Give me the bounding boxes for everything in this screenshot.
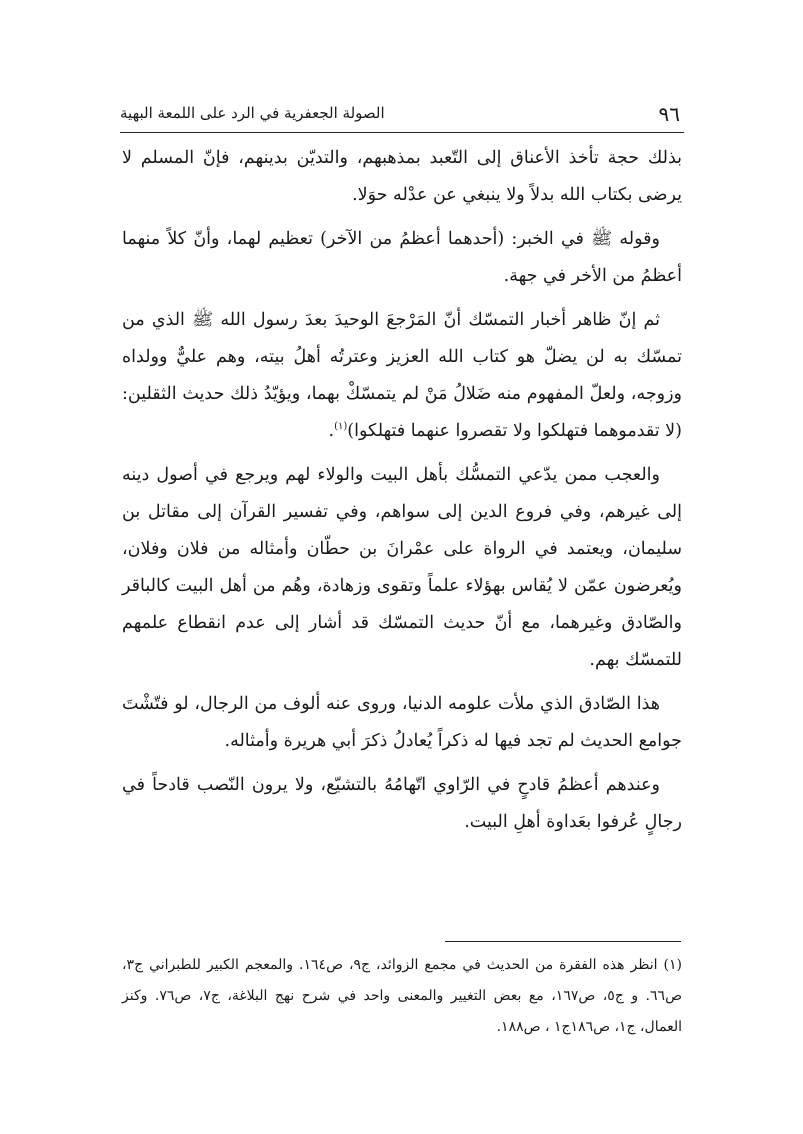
- footnotes: [122, 950, 682, 1043]
- running-title: الصولة الجعفرية في الرد على اللمعة البهية: [120, 104, 385, 122]
- paragraph-3-text: ثم إنّ ظاهر أخبار التمسّك أنّ المَرْجعَ الوحيدَ بعدَ رسول الله ﷺ الذي من تمسّك به لن يضلّ هو كتاب الله العزيز وعترتُه أهلُ بيته، وهم عليٌّ وولداه وزوجه، ولعلّ المفهوم منه ضَلالُ مَنْ لم يتمسّكْ بهما، ويؤيّدُ ذلك حديث الثقلين: (لا تقدموهما فتهلكوا ولا تقصروا عنهما فتهلكوا): [122, 310, 682, 441]
- paragraph-4: والعجب ممن يدّعي التمسُّك بأهل البيت والولاء لهم ويرجع في أصول دينه إلى غيرهم، وفي فروع الدين إلى سواهم، وفي تفسير القرآن إلى مقاتل بن سليمان، ويعتمد في الرواة على عمْرانَ بن حطّان وأمثاله من فلان وفلان، ويُعرضون عمّن لا يُقاس بهؤلاء علماً وتقوى وزهادة، وهُم من أهل البيت كالباقر والصّادق وغيرهما، مع أنّ حديث التمسّك قد أشار إلى عدم انقطاع علمهم للتمسّك بهم.: [122, 465, 682, 670]
- page-number: ٩٦: [658, 102, 680, 126]
- footnote-1: (١) انظر هذه الفقرة من الحديث في مجمع الزوائد، ج٩، ص١٦٤. والمعجم الكبير للطبراني ج٣، ص٦٦. و ج٥، ص١٦٧، مع بعض التغيير والمعنى واحد في شرح نهج البلاغة، ج٧، ص٧٦. وكنز العمال، ج١، ص١٨٦ج١ ، ص١٨٨.: [122, 957, 682, 1035]
- paragraph-1: بذلك حجة تأخذ الأعناق إلى التّعبد بمذهبهم، والتديّن بدينهم، فإنّ المسلم لا يرضى بكتاب الله بدلاً ولا ينبغي عن عدْله حوَلا.: [122, 148, 682, 205]
- paragraph-3: [122, 302, 682, 450]
- paragraph-2: وقوله ﷺ في الخبر: (أحدهما أعظمُ من الآخر) تعظيم لهما، وأنّ كلاً منهما أعظمُ من الأخر في جهة.: [122, 229, 682, 286]
- footnote-divider: [445, 941, 681, 942]
- paragraph-5: هذا الصّادق الذي ملأت علومه الدنيا، وروى عنه ألوف من الرجال، لو فتّشْتَ جوامع الحديث لم تجد فيها له ذكراً يُعادلُ ذكرَ أبي هريرة وأمثاله.: [122, 694, 682, 751]
- footnote-marker: (١): [334, 421, 348, 433]
- paragraph-6: وعندهم أعظمُ قادحٍ في الرّاوي اتّهامُهُ بالتشيّع، ولا يرون النّصب قادحاً في رجالٍ عُرفوا بعَداوة أهلِ البيت.: [122, 775, 682, 832]
- body-text: [122, 140, 682, 848]
- paragraph-3-end: .: [328, 421, 335, 441]
- page-header: [120, 96, 684, 133]
